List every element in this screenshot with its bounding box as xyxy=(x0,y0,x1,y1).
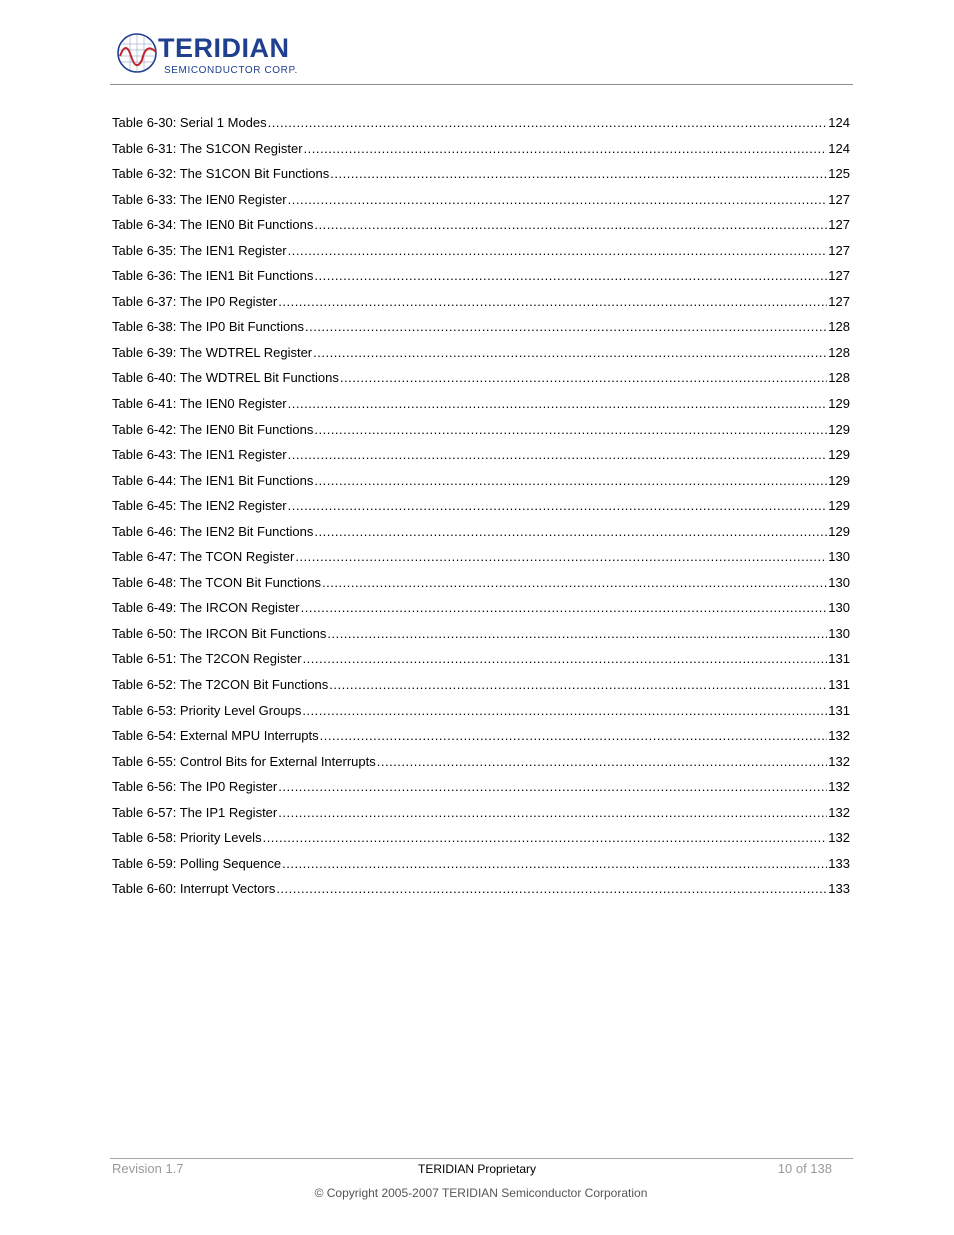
toc-entry-page[interactable]: 131 xyxy=(828,651,850,667)
toc-dot-leader xyxy=(322,570,827,596)
toc-entry-title[interactable]: Table 6-48: The TCON Bit Functions xyxy=(112,574,322,590)
toc-entry-page[interactable]: 131 xyxy=(828,677,850,693)
toc-entry-title[interactable]: Table 6-45: The IEN2 Register xyxy=(112,498,287,514)
toc-entry-page[interactable]: 129 xyxy=(828,421,850,437)
toc-dot-leader xyxy=(314,468,827,494)
toc-dot-leader xyxy=(295,544,827,570)
toc-entry-title[interactable]: Table 6-41: The IEN0 Register xyxy=(112,396,287,412)
toc-entry-page[interactable]: 132 xyxy=(828,753,850,769)
toc-entry-page[interactable]: 127 xyxy=(828,191,850,207)
toc-entry-title[interactable]: Table 6-44: The IEN1 Bit Functions xyxy=(112,472,314,488)
toc-dot-leader xyxy=(288,187,828,213)
toc-entry-page[interactable]: 129 xyxy=(828,447,850,463)
toc-entry[interactable] xyxy=(112,212,850,238)
toc-entry-page[interactable]: 132 xyxy=(828,779,850,795)
toc-dot-leader xyxy=(314,212,827,238)
toc-entry[interactable] xyxy=(112,800,850,826)
toc-entry-page[interactable]: 128 xyxy=(828,344,850,360)
toc-entry[interactable] xyxy=(112,340,850,366)
toc-entry[interactable] xyxy=(112,468,850,494)
toc-dot-leader xyxy=(288,442,828,468)
toc-entry[interactable] xyxy=(112,749,850,775)
toc-entry[interactable] xyxy=(112,365,850,391)
toc-entry-page[interactable]: 130 xyxy=(828,625,850,641)
toc-dot-leader xyxy=(314,417,827,443)
toc-entry[interactable] xyxy=(112,493,850,519)
toc-entry-title[interactable]: Table 6-55: Control Bits for External Interrupts xyxy=(112,753,376,769)
toc-entry-page[interactable]: 124 xyxy=(828,140,850,156)
toc-dot-leader xyxy=(329,672,827,698)
toc-entry-title[interactable]: Table 6-38: The IP0 Bit Functions xyxy=(112,319,304,335)
toc-entry-page[interactable]: 131 xyxy=(828,702,850,718)
footer-divider xyxy=(110,1158,853,1159)
toc-entry-page[interactable]: 133 xyxy=(828,855,850,871)
footer-copyright: © Copyright 2005-2007 TERIDIAN Semiconductor Corporation xyxy=(314,1186,648,1200)
toc-entry[interactable] xyxy=(112,570,850,596)
teridian-logo xyxy=(116,30,326,80)
header-divider xyxy=(110,84,853,85)
toc-entry-title[interactable]: Table 6-31: The S1CON Register xyxy=(112,140,303,156)
svg-text:TERIDIAN: TERIDIAN xyxy=(158,33,290,63)
toc-entry[interactable] xyxy=(112,187,850,213)
toc-entry-title[interactable]: Table 6-40: The WDTREL Bit Functions xyxy=(112,370,339,386)
toc-entry-page[interactable]: 132 xyxy=(828,804,850,820)
toc-entry-page[interactable]: 129 xyxy=(828,498,850,514)
toc-entry-title[interactable]: Table 6-37: The IP0 Register xyxy=(112,293,278,309)
toc-entry-page[interactable]: 130 xyxy=(828,600,850,616)
toc-entry-title[interactable]: Table 6-34: The IEN0 Bit Functions xyxy=(112,217,314,233)
toc-entry-title[interactable]: Table 6-33: The IEN0 Register xyxy=(112,191,287,207)
toc-entry-page[interactable]: 127 xyxy=(828,293,850,309)
toc-dot-leader xyxy=(314,519,827,545)
toc-entry-page[interactable]: 130 xyxy=(828,549,850,565)
toc-dot-leader xyxy=(288,238,828,264)
toc-dot-leader xyxy=(276,876,827,902)
toc-dot-leader xyxy=(302,698,827,724)
toc-dot-leader xyxy=(320,723,828,749)
toc-dot-leader xyxy=(313,340,827,366)
toc-entry-title[interactable]: Table 6-46: The IEN2 Bit Functions xyxy=(112,523,314,539)
toc-entry[interactable] xyxy=(112,110,850,136)
toc-entry-page[interactable]: 128 xyxy=(828,319,850,335)
toc-entry-page[interactable]: 127 xyxy=(828,242,850,258)
toc-entry-page[interactable]: 129 xyxy=(828,396,850,412)
toc-entry[interactable] xyxy=(112,672,850,698)
toc-dot-leader xyxy=(377,749,828,775)
toc-dot-leader xyxy=(305,314,827,340)
toc-entry-title[interactable]: Table 6-57: The IP1 Register xyxy=(112,804,278,820)
toc-entry-title[interactable]: Table 6-30: Serial 1 Modes xyxy=(112,115,267,130)
toc-dot-leader xyxy=(282,851,827,877)
toc-entry-page[interactable]: 125 xyxy=(828,166,850,182)
toc-entry-title[interactable]: Table 6-35: The IEN1 Register xyxy=(112,242,287,258)
toc-dot-leader xyxy=(278,774,827,800)
toc-entry[interactable] xyxy=(112,519,850,545)
toc-entry[interactable] xyxy=(112,442,850,468)
footer-page-number: 10 of 138 xyxy=(777,1161,832,1176)
toc-entry[interactable] xyxy=(112,417,850,443)
toc-entry[interactable] xyxy=(112,391,850,417)
table-of-tables xyxy=(112,110,850,902)
toc-entry-title[interactable]: Table 6-52: The T2CON Bit Functions xyxy=(112,677,329,693)
toc-entry[interactable] xyxy=(112,723,850,749)
toc-entry[interactable] xyxy=(112,621,850,647)
toc-entry-page[interactable]: 132 xyxy=(828,830,850,846)
toc-entry[interactable] xyxy=(112,136,850,162)
toc-entry[interactable] xyxy=(112,238,850,264)
footer-revision: Revision 1.7 xyxy=(112,1161,184,1176)
toc-dot-leader xyxy=(301,595,828,621)
toc-dot-leader xyxy=(327,621,827,647)
toc-entry[interactable] xyxy=(112,876,850,902)
toc-entry-title[interactable]: Table 6-54: External MPU Interrupts xyxy=(112,728,319,744)
toc-entry-title[interactable]: Table 6-59: Polling Sequence xyxy=(112,855,282,871)
toc-entry-title[interactable]: Table 6-51: The T2CON Register xyxy=(112,651,302,667)
toc-entry[interactable] xyxy=(112,314,850,340)
toc-entry-title[interactable]: Table 6-49: The IRCON Register xyxy=(112,600,300,616)
toc-dot-leader xyxy=(263,825,828,851)
toc-entry[interactable] xyxy=(112,698,850,724)
toc-entry-title[interactable]: Table 6-53: Priority Level Groups xyxy=(112,702,302,718)
toc-entry[interactable] xyxy=(112,825,850,851)
toc-entry[interactable] xyxy=(112,851,850,877)
toc-entry-title[interactable]: Table 6-58: Priority Levels xyxy=(112,830,262,846)
toc-entry-title[interactable]: Table 6-43: The IEN1 Register xyxy=(112,447,287,463)
footer-proprietary: TERIDIAN Proprietary xyxy=(417,1162,537,1176)
toc-entry-page[interactable]: 133 xyxy=(828,881,850,897)
toc-dot-leader xyxy=(268,110,828,136)
toc-entry-page[interactable]: 130 xyxy=(828,574,850,590)
toc-entry-page[interactable]: 127 xyxy=(828,268,850,284)
toc-entry-page[interactable]: 127 xyxy=(828,217,850,233)
toc-entry-title[interactable]: Table 6-32: The S1CON Bit Functions xyxy=(112,166,330,182)
toc-entry-title[interactable]: Table 6-36: The IEN1 Bit Functions xyxy=(112,268,314,284)
toc-entry-title[interactable]: Table 6-47: The TCON Register xyxy=(112,549,295,565)
toc-entry[interactable] xyxy=(112,263,850,289)
toc-entry[interactable] xyxy=(112,544,850,570)
toc-dot-leader xyxy=(304,136,828,162)
toc-entry-page[interactable]: 128 xyxy=(828,370,850,386)
toc-entry[interactable] xyxy=(112,289,850,315)
toc-entry-title[interactable]: Table 6-42: The IEN0 Bit Functions xyxy=(112,421,314,437)
toc-entry-title[interactable]: Table 6-60: Interrupt Vectors xyxy=(112,881,276,897)
toc-dot-leader xyxy=(340,365,827,391)
toc-entry-page[interactable]: 129 xyxy=(828,523,850,539)
toc-entry[interactable] xyxy=(112,646,850,672)
toc-dot-leader xyxy=(278,800,827,826)
toc-dot-leader xyxy=(314,263,827,289)
svg-text:SEMICONDUCTOR CORP.: SEMICONDUCTOR CORP. xyxy=(164,65,298,76)
toc-entry-title[interactable]: Table 6-50: The IRCON Bit Functions xyxy=(112,625,327,641)
toc-dot-leader xyxy=(330,161,827,187)
toc-entry[interactable] xyxy=(112,774,850,800)
toc-entry[interactable] xyxy=(112,595,850,621)
toc-dot-leader xyxy=(278,289,827,315)
toc-entry-title[interactable]: Table 6-56: The IP0 Register xyxy=(112,779,278,795)
toc-dot-leader xyxy=(288,391,828,417)
toc-dot-leader xyxy=(303,646,828,672)
toc-entry-page[interactable]: 132 xyxy=(828,728,850,744)
toc-entry-title[interactable]: Table 6-39: The WDTREL Register xyxy=(112,344,313,360)
toc-entry[interactable] xyxy=(112,161,850,187)
toc-entry-page[interactable]: 124 xyxy=(828,115,850,130)
toc-entry-page[interactable]: 129 xyxy=(828,472,850,488)
toc-dot-leader xyxy=(288,493,828,519)
